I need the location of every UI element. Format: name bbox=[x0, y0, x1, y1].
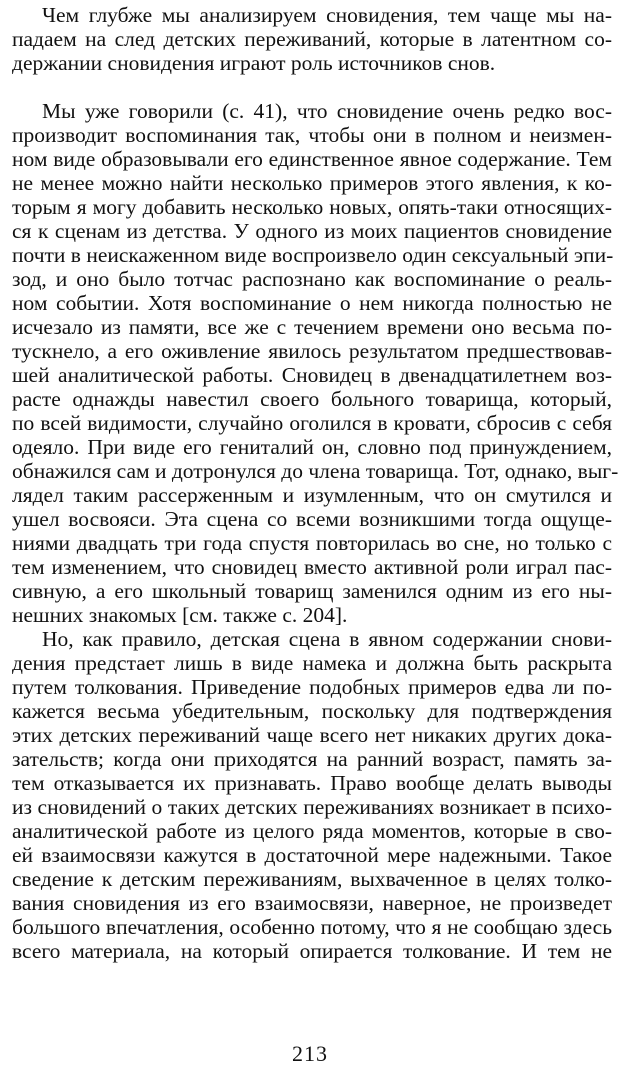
text-line: по всей видимости, случайно оголился в кровати, сбросив с себя bbox=[12, 411, 612, 435]
text-line: дения предстает лишь в виде намека и должна быть раскрыта bbox=[12, 651, 612, 675]
text-line: сивную, а его школьный товарищ заменился одним из его ны- bbox=[12, 579, 612, 603]
text-line: обнажился сам и дотронулся до члена товарища. Тот, однако, выг- bbox=[12, 459, 619, 483]
text-line: ушел восвояси. Эта сцена со всеми возникшими тогда ощуще- bbox=[12, 507, 612, 531]
text-line: почти в неискаженном виде воспроизвело один сексуальный эпи- bbox=[12, 243, 614, 267]
text-line: тускнело, а его оживление явилось результатом предшествовав- bbox=[12, 339, 612, 363]
text-line: ном событии. Хотя воспоминание о нем никогда полностью не bbox=[12, 291, 612, 315]
text-line: Чем глубже мы анализируем сновидения, тем чаще мы на- bbox=[42, 3, 612, 27]
text-line: расте однажды навестил своего больного товарища, который, bbox=[12, 387, 612, 411]
text-line: одеяло. При виде его гениталий он, словно под принуждением, bbox=[12, 435, 612, 459]
text-line: большого впечатления, особенно потому, что я не сообщаю здесь bbox=[12, 915, 612, 939]
text-line: лядел таким рассерженным и изумленным, что он смутился и bbox=[12, 483, 612, 507]
text-line: шей аналитической работы. Сновидец в двенадцатилетнем воз- bbox=[12, 363, 612, 387]
text-line: Мы уже говорили (с. 41), что сновидение очень редко вос- bbox=[42, 99, 612, 123]
text-line: ном виде образовывали его единственное явное содержание. Тем bbox=[12, 147, 612, 171]
text-line: нешних знакомых [см. также с. 204]. bbox=[12, 603, 348, 627]
text-line: ся к сценам из детства. У одного из моих пациентов сновидение bbox=[12, 219, 612, 243]
text-line: ниями двадцать три года спустя повторилась во сне, но только с bbox=[12, 531, 612, 555]
text-line: не менее можно найти несколько примеров этого явления, к ко- bbox=[12, 171, 612, 195]
text-line: зод, и оно было тотчас распознано как воспоминание о реаль- bbox=[12, 267, 612, 291]
text-line: кажется весьма убедительным, поскольку для подтверждения bbox=[12, 699, 612, 723]
text-line: тем отказывается их признавать. Право вообще делать выводы bbox=[12, 771, 612, 795]
text-line: вания сновидения из его взаимосвязи, наверное, не произведет bbox=[12, 891, 612, 915]
text-line: производит воспоминания так, чтобы они в полном и неизмен- bbox=[12, 123, 612, 147]
text-line: падаем на след детских переживаний, которые в латентном со- bbox=[12, 27, 612, 51]
text-line: ей взаимосвязи кажутся в достаточной мере надежными. Такое bbox=[12, 843, 612, 867]
text-line: аналитической работе из целого ряда моментов, которые в сво- bbox=[12, 819, 612, 843]
text-line: Но, как правило, детская сцена в явном содержании снови- bbox=[42, 627, 612, 651]
text-line: тем изменением, что сновидец вместо активной роли играл пас- bbox=[12, 555, 612, 579]
text-line: этих детских переживаний чаще всего нет никаких других дока- bbox=[12, 723, 612, 747]
text-line: всего материала, на который опирается толкование. И тем не bbox=[12, 939, 612, 963]
page-number: 213 bbox=[292, 1041, 328, 1066]
text-line: держании сновидения играют роль источников снов. bbox=[12, 51, 496, 75]
text-line: зательств; когда они приходятся на ранний возраст, память за- bbox=[12, 747, 612, 771]
text-line: сведение к детским переживаниям, выхваченное в целях толко- bbox=[12, 867, 612, 891]
text-line: торым я могу добавить несколько новых, опять-таки относящих- bbox=[12, 195, 612, 219]
text-line: исчезало из памяти, все же с течением времени оно весьма по- bbox=[12, 315, 612, 339]
text-line: из сновидений о таких детских переживаниях возникает в психо- bbox=[12, 795, 612, 819]
text-line: путем толкования. Приведение подобных примеров едва ли по- bbox=[12, 675, 612, 699]
